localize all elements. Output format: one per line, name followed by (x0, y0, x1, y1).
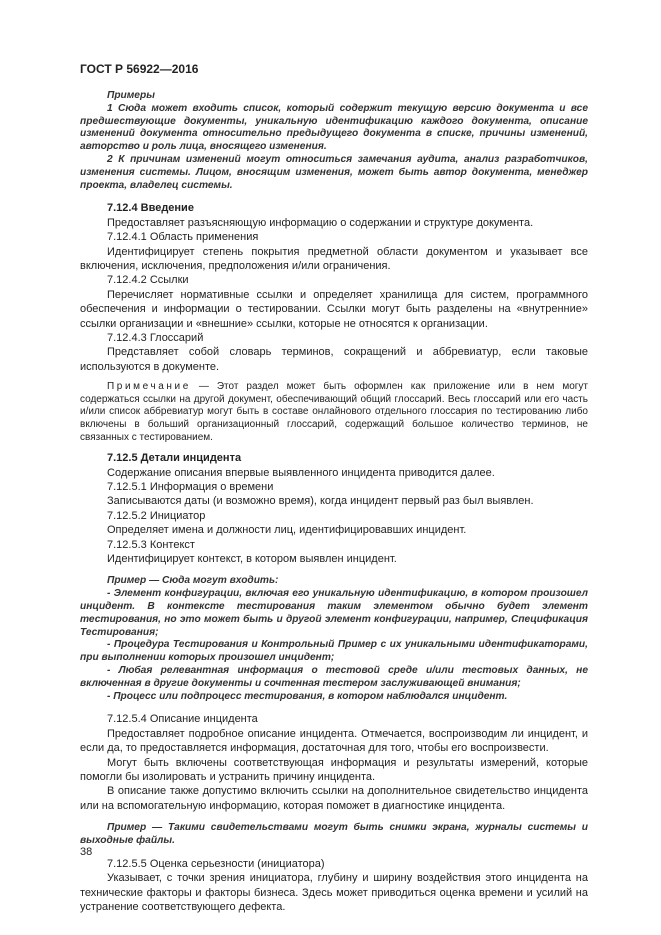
subsection-heading: 7.12.5.1 Информация о времени (107, 481, 274, 494)
subsection-heading: 7.12.4.2 Ссылки (107, 274, 189, 287)
subsection-heading: 7.12.5.2 Инициатор (107, 509, 206, 522)
example-text: - Процесс или подпроцесс тестирования, в котором наблюдался инцидент. (107, 690, 508, 702)
subsection-heading: 7.12.4.1 Область применения (107, 231, 259, 244)
note-label: Примечание (107, 381, 191, 393)
document-page (80, 62, 588, 915)
example-text: 2 К причинам изменений могут относиться замечания аудита, анализ разработчиков, изменения системы. Лицом, вносящим изменения, может быть автор документа, менеджер проекта, владелец системы. (80, 153, 588, 191)
example-text: - Процедура Тестирования и Контрольный Пример с их уникальными идентификаторами, при выполнении которых произошел инцидент; (80, 639, 588, 664)
paragraph: Содержание описания впервые выявленного инцидента приводится далее. (107, 466, 495, 479)
example-text: Пример — Сюда могут входить: (107, 575, 279, 587)
paragraph: Указывает, с точки зрения инициатора, глубину и ширину воздействия этого инцидента на технические факторы и факторы бизнеса. Здесь может приводиться оценка времени и усилий на устранение соответствующего дефекта. (80, 872, 588, 914)
paragraph: Записываются даты (и возможно время), когда инцидент первый раз был выявлен. (107, 495, 534, 508)
document-header: ГОСТ Р 56922—2016 (80, 62, 199, 76)
document-body (80, 90, 588, 915)
section-heading: 7.12.5 Детали инцидента (107, 452, 242, 465)
note-text: — Этот раздел может быть оформлен как приложение или в нем могут содержаться ссылки на другой документ, обеспечивающий общий глоссарий. Весь глоссарий или его часть и/или список аббревиатур могут быть в составе онлайнового отдельного глоссария по тестированию либо включены в больший организационный глоссарий, содержащий большое количество терминов, не связанных с тестированием. (80, 381, 588, 443)
paragraph: Могут быть включены соответствующая информация и результаты измерений, которые помогли бы изолировать и устранить причину инцидента. (80, 756, 588, 784)
example-text: Пример — Такими свидетельствами могут быть снимки экрана, журналы системы и выходные файлы. (80, 822, 588, 847)
subsection-heading: 7.12.5.3 Контекст (107, 538, 195, 551)
paragraph: Идентифицирует степень покрытия предметной области документом и указывает все включения, исключения, предположения и/или ограничения. (80, 245, 588, 272)
paragraph: Идентифицирует контекст, в котором выявлен инцидент. (107, 553, 397, 566)
paragraph: Определяет имена и должности лиц, идентифицировавших инцидент. (107, 524, 467, 537)
section-heading: 7.12.4 Введение (107, 202, 194, 215)
paragraph: Предоставляет подробное описание инцидента. Отмечается, воспроизводим ли инцидент, и если да, то предоставляется информация, достаточная для того, чтобы его воспроизвести. (80, 727, 588, 755)
paragraph: Перечисляет нормативные ссылки и определяет хранилища для систем, программного обеспечения и информации о тестировании. Ссылки могут быть разделены на «внутренние» ссылки организации и «внешние» ссылки, которые не относятся к организации. (80, 288, 588, 330)
subsection-heading: 7.12.5.5 Оценка серьезности (инициатора) (107, 857, 325, 870)
note (80, 381, 588, 444)
page-number: 38 (80, 846, 93, 858)
example-text: - Элемент конфигурации, включая его уникальную идентификацию, в котором произошел инцидент. В контексте тестирования таким элементом обычно будет элемент тестирования, но это может быть и другой элемент конфигурации, например, Спецификация Тестирования; (80, 588, 588, 638)
example-text: 1 Сюда может входить список, который содержит текущую версию документа и все предшествующие документы, уникальную идентификацию каждого документа, описание изменений документа относительно предыдущего документа в списке, причины изменений, авторство и роль лица, вносящего изменения. (80, 102, 588, 153)
paragraph: Представляет собой словарь терминов, сокращений и аббревиатур, если таковые используются в документе. (80, 346, 588, 373)
example-text: - Любая релевантная информация о тестовой среде и/или тестовых данных, не включенная в другие документы и сочтенная тестером заслуживающей внимания; (80, 665, 588, 689)
subsection-heading: 7.12.5.4 Описание инцидента (107, 713, 258, 726)
subsection-heading: 7.12.4.3 Глоссарий (107, 332, 204, 345)
paragraph: В описание также допустимо включить ссылки на дополнительное свидетельство инцидента или на вспомогательную информацию, которая поможет в диагностике инцидента. (80, 785, 588, 812)
paragraph: Предоставляет разъясняющую информацию о содержании и структуре документа. (107, 216, 534, 229)
example-text: Примеры (107, 90, 155, 101)
